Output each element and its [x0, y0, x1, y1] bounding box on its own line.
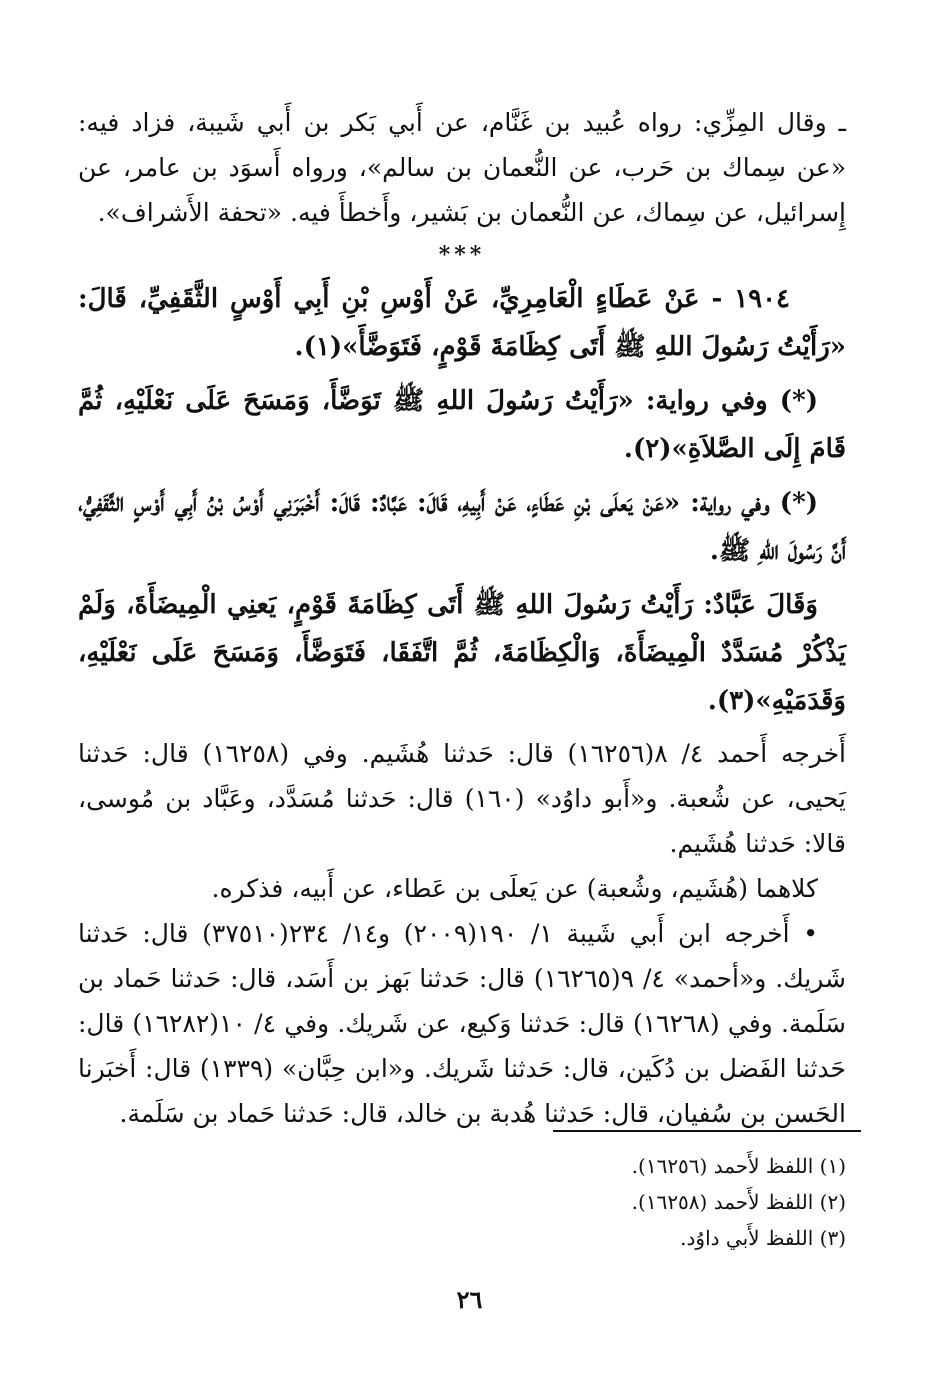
page-number: ٢٦: [456, 1285, 483, 1314]
section-separator-stars: ***: [438, 242, 486, 268]
takhrij-paragraph-2: كلاهما (هُشَيم، وشُعبة) عن يَعلَى بن عَطاء، عن أَبيه، فذكره.: [211, 874, 818, 903]
footnote-2: (٢) اللفظ لأَحمد (١٦٢٥٨).: [631, 1190, 846, 1214]
footnote-1: (١) اللفظ لأَحمد (١٦٢٥٦).: [631, 1154, 846, 1178]
footnote-3: (٣) اللفظ لأَبي داوُد.: [680, 1226, 846, 1250]
footnotes: [78, 1148, 846, 1256]
hadith-variant-1: (*) وفي رواية: «رَأَيْتُ رَسُولَ اللهِ ﷺ تَوَضَّأَ، وَمَسَحَ عَلَى نَعْلَيْهِ، ثُمَّ قَامَ إِلَى الصَّلاَةِ»(٢).: [78, 386, 846, 464]
main-text: [78, 100, 846, 1136]
takhrij-paragraph-1: أَخرجه أَحمد ٤/ ٨(١٦٢٥٦) قال: حَدثنا هُشَيم. وفي (١٦٢٥٨) قال: حَدثنا يَحيى، عن شُعبة. و«أَبو داوُد» (١٦٠) قال: حَدثنا مُسَدَّد، وعَبَّاد بن مُوسى، قالا: حَدثنا هُشَيم.: [78, 739, 847, 858]
footnote-separator: [553, 1130, 861, 1132]
hadith-variant-2: (*) وفي رواية: «عَنْ يَعلَى بْنِ عَطَاءٍ، عَنْ أَبِيهِ، قَالَ: عَبَّادٌ: قَالَ: أَخْبَرَنِي أَوْسُ بْنُ أَبِي أَوْسٍ الثَّقَفِيُّ، أَنَّ رَسُولَ اللهِ ﷺ.: [78, 488, 846, 566]
hadith-variant-3: وَقَالَ عَبَّادٌ: رَأَيْتُ رَسُولَ اللهِ ﷺ أَتَى كِظَامَةَ قَوْمٍ، يَعنِي الْمِيضَأَةَ، وَلَمْ يَذْكُرْ مُسَدَّدٌ الْمِيضَأَةَ، وَالْكِظَامَةَ، ثُمَّ اتَّفَقَا، فَتَوَضَّأَ، وَمَسَحَ عَلَى نَعْلَيْهِ، وَقَدَمَيْهِ»(٣).: [78, 590, 846, 716]
hadith-1904-text: ١٩٠٤ - عَنْ عَطَاءٍ الْعَامِرِيِّ، عَنْ أَوْسِ بْنِ أَبِي أَوْسٍ الثَّقَفِيِّ، قَالَ: «رَأَيْتُ رَسُولَ اللهِ ﷺ أَتَى كِظَامَةَ قَوْمٍ، فَتَوَضَّأَ»(١).: [78, 284, 846, 362]
takhrij-paragraph-3: • أَخرجه ابن أَبي شَيبة ١/ ١٩٠(٢٠٠٩) و١٤/ ٢٣٤(٣٧٥١٠) قال: حَدثنا شَريك. و«أحمد» ٤/ ٩(١٦٢٦٥) قال: حَدثنا بَهز بن أَسَد، قال: حَدثنا حَماد بن سَلَمة. وفي (١٦٢٦٨) قال: حَدثنا وَكيع، عن شَريك. وفي ٤/ ١٠(١٦٢٨٢) قال: حَدثنا الفَضل بن دُكَين، قال: حَدثنا شَريك. و«ابن حِبَّان» (١٣٣٩) قال: أَخبَرنا الحَسن بن سُفيان، قال: حَدثنا هُدبة بن خالد، قال: حَدثنا حَماد بن سَلَمة.: [78, 919, 846, 1128]
mizzi-note-paragraph: ـ وقال المِزِّي: رواه عُبيد بن غَنَّام، عن أَبي بَكر بن أَبي شَيبة، فزاد فيه: «عن سِماك بن حَرب، عن النُّعمان بن سالم»، ورواه أَسوَد بن عامر، عن إِسرائيل، عن سِماك، عن النُّعمان بن بَشير، وأَخطأَ فيه. «تحفة الأَشراف».: [78, 108, 846, 227]
